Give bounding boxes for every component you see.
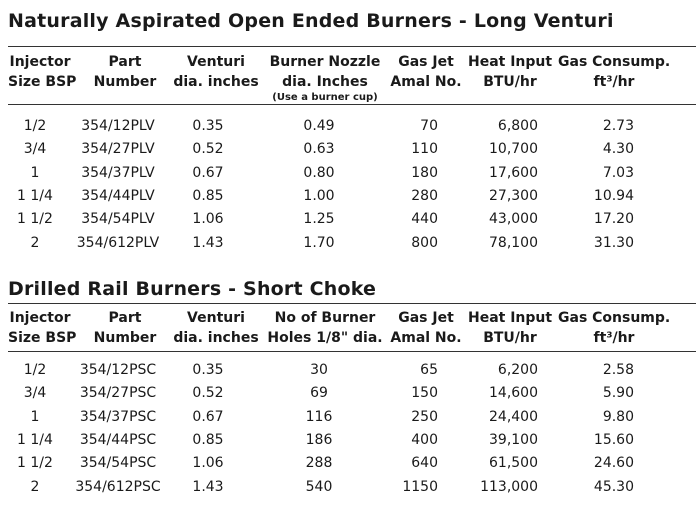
section1-header-part xyxy=(85,52,165,92)
section1-header-nozzle xyxy=(267,52,383,103)
gas-consump-cell: 45.30 xyxy=(593,478,634,495)
part-number-cell: 354/54PLV xyxy=(81,211,155,228)
section2-header-heat xyxy=(468,308,552,348)
third-cell: 186 xyxy=(305,431,333,448)
heat-input-cell: 61,500 xyxy=(489,455,538,472)
gas-jet-cell: 800 xyxy=(411,234,438,251)
injector-cell: 1 1/2 xyxy=(17,455,53,472)
third-cell: 116 xyxy=(305,408,333,425)
third-cell: 1.70 xyxy=(303,234,335,251)
section1-title: Naturally Aspirated Open Ended Burners - Long Venturi xyxy=(8,10,614,32)
section2-header-holes xyxy=(266,308,384,348)
gas-jet-cell: 400 xyxy=(411,431,438,448)
section1-top-rule xyxy=(8,46,696,47)
header-line: No of Burner xyxy=(274,310,376,326)
part-number-cell: 354/612PSC xyxy=(75,478,161,495)
injector-cell: 3/4 xyxy=(23,385,47,402)
header-line: Heat Input xyxy=(468,310,553,326)
venturi-cell: 0.35 xyxy=(192,362,224,378)
section1-header-venturi xyxy=(170,52,262,92)
injector-cell: 2 xyxy=(30,234,40,251)
header-line: Gas Jet xyxy=(398,310,454,326)
heat-input-cell: 27,300 xyxy=(489,187,538,204)
header-line: Holes 1/8" dia. xyxy=(267,330,383,346)
part-number-cell: 354/37PSC xyxy=(79,408,157,425)
gas-jet-cell: 1150 xyxy=(402,478,438,495)
heat-input-cell: 113,000 xyxy=(480,478,538,495)
header-line: Amal No. xyxy=(390,74,462,90)
header-line: Gas Consump. xyxy=(558,310,671,326)
heat-input-cell: 6,800 xyxy=(497,118,538,134)
gas-consump-cell: 10.94 xyxy=(593,187,634,204)
third-cell: 288 xyxy=(305,455,333,472)
gas-consump-cell: 2.73 xyxy=(602,118,634,134)
gas-jet-cell: 150 xyxy=(411,385,438,402)
injector-cell: 1 1/4 xyxy=(17,187,53,204)
venturi-cell: 0.35 xyxy=(192,118,224,134)
venturi-cell: 0.52 xyxy=(192,141,224,158)
section1-header-rule xyxy=(8,104,696,105)
injector-cell: 1 1/2 xyxy=(17,211,53,228)
gas-consump-cell: 17.20 xyxy=(593,211,634,228)
section2-title: Drilled Rail Burners - Short Choke xyxy=(8,278,377,300)
gas-consump-cell: 5.90 xyxy=(602,385,634,402)
section2-header-part xyxy=(85,308,165,348)
third-cell: 0.63 xyxy=(303,141,335,158)
section2-header-rule xyxy=(8,351,696,352)
section1-header-injector xyxy=(8,52,77,92)
injector-cell: 1 1/4 xyxy=(17,431,53,448)
part-number-cell: 354/44PLV xyxy=(81,187,155,204)
gas-consump-cell: 7.03 xyxy=(602,164,634,181)
header-note: (Use a burner cup) xyxy=(272,92,378,103)
part-number-cell: 354/44PSC xyxy=(79,431,157,448)
header-line: Number xyxy=(93,74,157,90)
part-number-cell: 354/12PLV xyxy=(81,118,155,134)
heat-input-cell: 24,400 xyxy=(489,408,538,425)
gas-consump-cell: 2.58 xyxy=(602,362,634,378)
heat-input-cell: 10,700 xyxy=(489,141,538,158)
part-number-cell: 354/27PLV xyxy=(81,141,155,158)
header-line: BTU/hr xyxy=(483,74,537,90)
part-number-cell: 354/612PLV xyxy=(76,234,160,251)
header-line: Venturi xyxy=(187,54,245,70)
header-line: BTU/hr xyxy=(483,330,537,346)
heat-input-cell: 6,200 xyxy=(497,362,538,378)
header-line: dia. Inches xyxy=(282,74,368,90)
third-cell: 1.25 xyxy=(303,211,335,228)
gas-jet-cell: 280 xyxy=(411,187,438,204)
header-line: dia. inches xyxy=(173,74,259,90)
section2-top-rule xyxy=(8,303,696,304)
third-cell: 1.00 xyxy=(303,187,335,204)
third-cell: 69 xyxy=(310,385,328,402)
header-line: Burner Nozzle xyxy=(269,54,381,70)
header-line: Amal No. xyxy=(390,330,462,346)
third-cell: 540 xyxy=(305,478,333,495)
gas-jet-cell: 180 xyxy=(411,164,438,181)
gas-consump-cell: 9.80 xyxy=(602,408,634,425)
third-cell: 30 xyxy=(310,362,328,378)
part-number-cell: 354/27PSC xyxy=(79,385,157,402)
gas-jet-cell: 110 xyxy=(411,141,438,158)
injector-cell: 1/2 xyxy=(23,118,47,134)
injector-cell: 3/4 xyxy=(23,141,47,158)
heat-input-cell: 14,600 xyxy=(489,385,538,402)
gas-jet-cell: 65 xyxy=(420,362,438,378)
third-cell: 0.49 xyxy=(303,118,335,134)
venturi-cell: 0.67 xyxy=(192,408,224,425)
venturi-cell: 1.06 xyxy=(192,455,224,472)
venturi-cell: 1.43 xyxy=(192,234,224,251)
header-line: Number xyxy=(93,330,157,346)
venturi-cell: 0.67 xyxy=(192,164,224,181)
heat-input-cell: 39,100 xyxy=(489,431,538,448)
gas-jet-cell: 250 xyxy=(411,408,438,425)
part-number-cell: 354/54PSC xyxy=(79,455,157,472)
venturi-cell: 1.06 xyxy=(192,211,224,228)
venturi-cell: 0.85 xyxy=(192,187,224,204)
gas-consump-cell: 15.60 xyxy=(593,431,634,448)
injector-cell: 1 xyxy=(30,164,40,181)
section1-header-heat xyxy=(468,52,552,92)
gas-consump-cell: 24.60 xyxy=(593,455,634,472)
header-line: Part xyxy=(108,310,142,326)
gas-jet-cell: 640 xyxy=(411,455,438,472)
heat-input-cell: 17,600 xyxy=(489,164,538,181)
section1-header-gasjet xyxy=(388,52,464,92)
section2-header-gasjet xyxy=(388,308,464,348)
injector-cell: 1 xyxy=(30,408,40,425)
header-line: dia. inches xyxy=(173,330,259,346)
injector-cell: 1/2 xyxy=(23,362,47,378)
third-cell: 0.80 xyxy=(303,164,335,181)
heat-input-cell: 43,000 xyxy=(489,211,538,228)
header-line: Size BSP xyxy=(8,74,77,90)
part-number-cell: 354/12PSC xyxy=(79,362,157,378)
section2-header-injector xyxy=(8,308,77,348)
injector-cell: 2 xyxy=(30,478,40,495)
header-line: ft³/hr xyxy=(593,330,635,346)
section2-header-consump xyxy=(558,308,670,348)
header-line: Injector xyxy=(9,310,71,326)
header-line: Venturi xyxy=(187,310,245,326)
part-number-cell: 354/37PLV xyxy=(81,164,155,181)
heat-input-cell: 78,100 xyxy=(489,234,538,251)
gas-consump-cell: 4.30 xyxy=(602,141,634,158)
header-line: ft³/hr xyxy=(593,74,635,90)
gas-consump-cell: 31.30 xyxy=(593,234,634,251)
venturi-cell: 0.52 xyxy=(192,385,224,402)
header-line: Gas Consump. xyxy=(558,54,671,70)
gas-jet-cell: 70 xyxy=(420,118,438,134)
header-line: Heat Input xyxy=(468,54,553,70)
header-line: Part xyxy=(108,54,142,70)
venturi-cell: 0.85 xyxy=(192,431,224,448)
header-line: Injector xyxy=(9,54,71,70)
header-line: Size BSP xyxy=(8,330,77,346)
section1-header-consump xyxy=(558,52,670,92)
gas-jet-cell: 440 xyxy=(411,211,438,228)
venturi-cell: 1.43 xyxy=(192,478,224,495)
section2-header-venturi xyxy=(170,308,262,348)
header-line: Gas Jet xyxy=(398,54,454,70)
